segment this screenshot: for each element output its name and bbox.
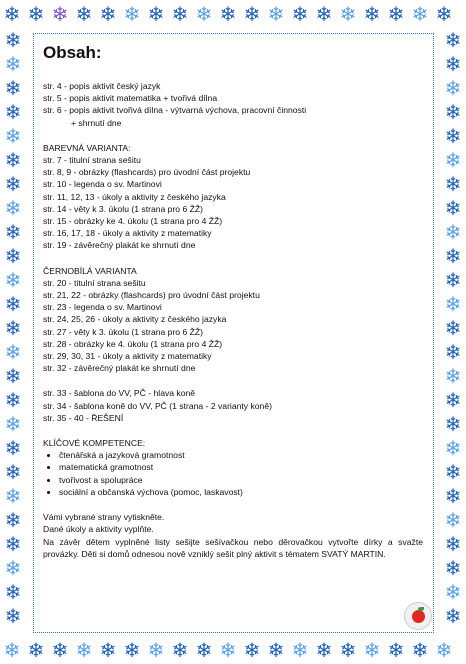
snowflake-icon: ❄ [444, 436, 462, 460]
snowflake-icon: ❄ [444, 580, 462, 604]
snowflake-icon: ❄ [51, 638, 69, 662]
snowflake-icon: ❄ [444, 556, 462, 580]
snowflake-icon: ❄ [444, 292, 462, 316]
snowflake-icon: ❄ [4, 556, 22, 580]
snowflake-icon: ❄ [4, 76, 22, 100]
instruction-paragraph: Na závěr dětem vyplněné listy sešijte sešívačkou nebo děrovačkou vytvořte dírky a svažte provázky. Děti si domů odnesou nově vzniklý sešit plný aktivit s tématem SVATÝ MARTIN. [43, 536, 423, 559]
snowflake-icon: ❄ [444, 100, 462, 124]
snowflake-icon: ❄ [4, 436, 22, 460]
snowflake-icon: ❄ [444, 484, 462, 508]
list-item: str. 11, 12, 13 - úkoly a aktivity z českého jazyka [43, 191, 226, 202]
snowflake-icon: ❄ [291, 638, 309, 662]
list-item: • tvořivost a spolupráce [59, 474, 423, 486]
snowflake-icon: ❄ [444, 124, 462, 148]
snowflake-icon: ❄ [171, 638, 189, 662]
snowflake-icon: ❄ [4, 508, 22, 532]
section-heading: ČERNOBÍLÁ VARIANTA [43, 265, 137, 276]
instruction-line: Dané úkoly a aktivity vyplňte. [43, 524, 154, 535]
instruction-line: Vámi vybrané strany vytiskněte. [43, 512, 165, 523]
snowflake-icon: ❄ [243, 638, 261, 662]
snowflake-icon: ❄ [444, 220, 462, 244]
snowflake-icon: ❄ [4, 148, 22, 172]
snowflake-icon: ❄ [435, 638, 453, 662]
list-item: str. 33 - šablona do VV, PČ - hlava koně [43, 388, 196, 399]
snowflake-icon: ❄ [4, 196, 22, 220]
list-item: str. 29, 30, 31 - úkoly a aktivity z matematiky [43, 351, 212, 362]
list-item: str. 20 - titulní strana sešitu [43, 277, 146, 288]
snowflake-icon: ❄ [147, 2, 165, 26]
snowflake-icon: ❄ [99, 2, 117, 26]
apple-logo-icon [404, 602, 432, 630]
snowflake-icon: ❄ [4, 604, 22, 628]
closing-section [43, 511, 423, 560]
list-item: str. 10 - legenda o sv. Martinovi [43, 179, 162, 190]
snowflake-icon: ❄ [4, 388, 22, 412]
list-item: str. 7 - titulní strana sešitu [43, 155, 141, 166]
snowflake-icon: ❄ [387, 2, 405, 26]
intro-list [43, 80, 423, 129]
snowflake-icon: ❄ [4, 484, 22, 508]
snowflake-icon: ❄ [363, 638, 381, 662]
snowflake-icon: ❄ [4, 100, 22, 124]
snowflake-icon: ❄ [4, 220, 22, 244]
snowflake-icon: ❄ [444, 532, 462, 556]
list-item: str. 14 - věty k 3. úkolu (1 strana pro 6 ŽŽ) [43, 203, 203, 214]
competences-section [43, 437, 423, 498]
snowflake-icon: ❄ [51, 2, 69, 26]
competences-list [43, 449, 423, 498]
snowflake-icon: ❄ [444, 76, 462, 100]
snowflake-icon: ❄ [4, 412, 22, 436]
snowflake-icon: ❄ [435, 2, 453, 26]
snowflake-icon: ❄ [444, 28, 462, 52]
snowflake-icon: ❄ [411, 2, 429, 26]
list-item: + shrnutí dne [71, 117, 122, 128]
snowflake-icon: ❄ [4, 124, 22, 148]
snowflake-icon: ❄ [4, 460, 22, 484]
snowflake-icon: ❄ [27, 638, 45, 662]
snowflake-icon: ❄ [171, 2, 189, 26]
snowflake-icon: ❄ [4, 316, 22, 340]
list-item: str. 4 - popis aktivit český jazyk [43, 81, 161, 91]
color-variant-section [43, 142, 423, 252]
list-item: str. 23 - legenda o sv. Martinovi [43, 302, 162, 313]
section-heading: BAREVNÁ VARIANTA: [43, 142, 131, 153]
snowflake-icon: ❄ [4, 580, 22, 604]
snowflake-icon: ❄ [444, 508, 462, 532]
snowflake-icon: ❄ [267, 2, 285, 26]
snowflake-icon: ❄ [123, 638, 141, 662]
snowflake-icon: ❄ [444, 460, 462, 484]
snowflake-icon: ❄ [267, 638, 285, 662]
list-item: str. 35 - 40 - ŘEŠENÍ [43, 412, 124, 423]
contents-page [43, 42, 423, 560]
snowflake-icon: ❄ [219, 2, 237, 26]
list-item: str. 16, 17, 18 - úkoly a aktivity z matematiky [43, 228, 212, 239]
snowflake-icon: ❄ [3, 638, 21, 662]
list-item: str. 8, 9 - obrázky (flashcards) pro úvodní část projektu [43, 167, 251, 178]
snowflake-icon: ❄ [315, 2, 333, 26]
snowflake-icon: ❄ [4, 532, 22, 556]
list-item: str. 28 - obrázky ke 4. úkolu (1 strana pro 4 ŽŽ) [43, 338, 223, 349]
snowflake-icon: ❄ [339, 2, 357, 26]
list-item: • sociální a občanská výchova (pomoc, laskavost) [59, 486, 423, 498]
snowflake-icon: ❄ [27, 2, 45, 26]
snowflake-icon: ❄ [444, 196, 462, 220]
snowflake-icon: ❄ [4, 244, 22, 268]
list-item: str. 27 - věty k 3. úkolu (1 strana pro 6 ŽŽ) [43, 326, 203, 337]
snowflake-icon: ❄ [243, 2, 261, 26]
list-item: • čtenářská a jazyková gramotnost [59, 449, 423, 461]
snowflake-icon: ❄ [4, 28, 22, 52]
snowflake-icon: ❄ [363, 2, 381, 26]
snowflake-icon: ❄ [444, 604, 462, 628]
snowflake-icon: ❄ [291, 2, 309, 26]
snowflake-icon: ❄ [444, 172, 462, 196]
snowflake-icon: ❄ [3, 2, 21, 26]
snowflake-icon: ❄ [123, 2, 141, 26]
snowflake-icon: ❄ [339, 638, 357, 662]
list-item: str. 34 - šablona koně do VV, PČ (1 strana - 2 varianty koně) [43, 400, 272, 411]
snowflake-icon: ❄ [75, 638, 93, 662]
snowflake-icon: ❄ [411, 638, 429, 662]
snowflake-icon: ❄ [4, 268, 22, 292]
snowflake-icon: ❄ [444, 268, 462, 292]
bw-variant-section [43, 265, 423, 375]
list-item: str. 5 - popis aktivit matematika + tvořivá dílna [43, 93, 218, 104]
snowflake-icon: ❄ [195, 2, 213, 26]
snowflake-icon: ❄ [147, 638, 165, 662]
snowflake-icon: ❄ [444, 52, 462, 76]
list-item: str. 6 - popis aktivit tvořivá dílna - výtvarná výchova, pracovní činnosti [43, 105, 307, 116]
snowflake-icon: ❄ [4, 52, 22, 76]
snowflake-icon: ❄ [444, 148, 462, 172]
list-item: • matematická gramotnost [59, 461, 423, 473]
list-item: str. 21, 22 - obrázky (flashcards) pro úvodní část projektu [43, 290, 260, 301]
snowflake-icon: ❄ [444, 364, 462, 388]
snowflake-icon: ❄ [444, 388, 462, 412]
snowflake-icon: ❄ [4, 172, 22, 196]
list-item: str. 19 - závěrečný plakát ke shrnutí dne [43, 240, 196, 251]
snowflake-icon: ❄ [4, 340, 22, 364]
page-title: Obsah: [43, 43, 102, 62]
snowflake-icon: ❄ [75, 2, 93, 26]
snowflake-icon: ❄ [4, 364, 22, 388]
snowflake-icon: ❄ [387, 638, 405, 662]
extra-section [43, 387, 423, 424]
snowflake-icon: ❄ [315, 638, 333, 662]
snowflake-icon: ❄ [444, 412, 462, 436]
snowflake-icon: ❄ [219, 638, 237, 662]
snowflake-icon: ❄ [444, 316, 462, 340]
snowflake-icon: ❄ [444, 244, 462, 268]
section-heading: KLÍČOVÉ KOMPETENCE: [43, 438, 146, 449]
snowflake-icon: ❄ [99, 638, 117, 662]
list-item: str. 32 - závěrečný plakát ke shrnutí dne [43, 363, 196, 374]
list-item: str. 15 - obrázky ke 4. úkolu (1 strana pro 4 ŽŽ) [43, 216, 223, 227]
list-item: str. 24, 25, 26 - úkoly a aktivity z českého jazyka [43, 314, 227, 325]
snowflake-icon: ❄ [444, 340, 462, 364]
snowflake-icon: ❄ [195, 638, 213, 662]
snowflake-icon: ❄ [4, 292, 22, 316]
